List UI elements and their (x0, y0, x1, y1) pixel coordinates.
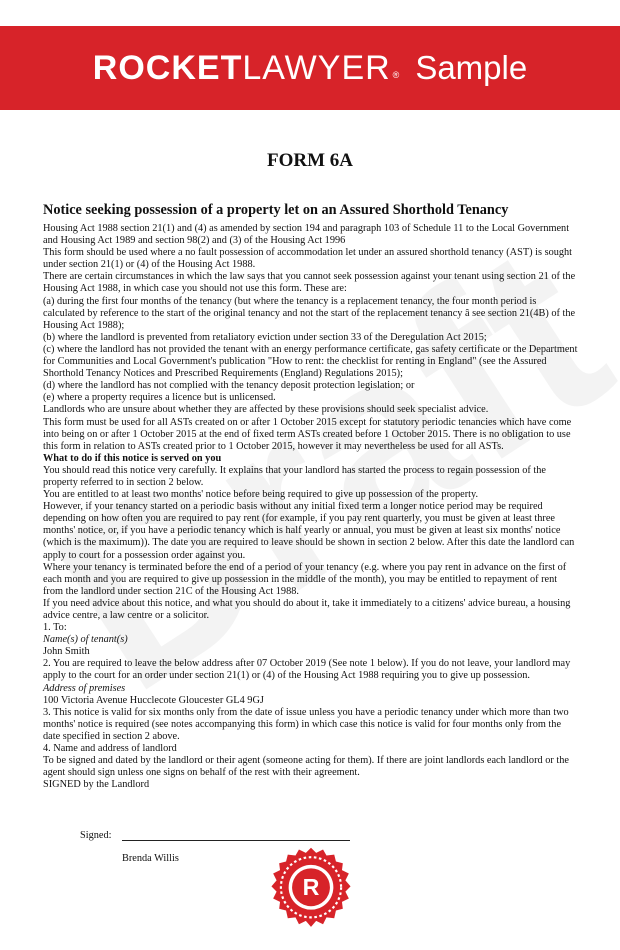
section-3-text: 3. This notice is valid for six months only from the date of issue unless you have a periodic tenancy under which more than two months' notice is required (see notes accompanying this form) in which case this notice is valid for four months only from the date specified in section 2 above. (43, 706, 569, 742)
seal-letter: R (302, 874, 320, 901)
circumstance-item: (b) where the landlord is prevented from retaliatory eviction under section 33 of the Deregulation Act 2015; (43, 331, 487, 343)
intro-paragraph: This form must be used for all ASTs created on or after 1 October 2015 except for statutory periodic tenancies which have come into being on or after 1 October 2015 at the end of fixed term ASTs created before 1 October 2015. There is no obligation to use this form in relation to ASTs created prior to 1 October 2015, however it may nevertheless be used for all ASTs. (43, 416, 572, 452)
brand-name-bold: ROCKET (92, 48, 243, 87)
section-4-text: To be signed and dated by the landlord or their agent (someone acting for them). If there are joint landlords each landlord or the agent should sign unless one signs on behalf of the rest with their agreement. (43, 755, 569, 779)
served-paragraph: You should read this notice very carefully. It explains that your landlord has started the process to regain possession of the property referred to in section 2 below. (43, 464, 547, 488)
intro-paragraph: There are certain circumstances in which the law says that you cannot seek possession against your tenant using section 21 of the Housing Act 1988, in which case you should not use this form. These are: (43, 271, 576, 295)
registered-mark: ® (392, 70, 400, 80)
circumstance-item: (e) where a property requires a licence but is unlicensed. (43, 392, 276, 404)
served-paragraph: If you need advice about this notice, and what you should do about it, take it immediately to a citizens' advice bureau, a housing advice centre, a law centre or a solicitor. (43, 597, 571, 621)
tenant-name-value: John Smith (43, 646, 90, 658)
premises-address-value: 100 Victoria Avenue Hucclecote Gloucester GL4 9GJ (43, 694, 264, 706)
brand-name-light: LAWYER (242, 48, 391, 87)
signed-by-landlord: SIGNED by the Landlord (43, 779, 150, 791)
intro-paragraph: Landlords who are unsure about whether they are affected by these provisions should seek specialist advice. (43, 404, 489, 416)
form-title: FORM 6A (266, 150, 353, 171)
document-body (43, 202, 579, 791)
circumstance-item: (a) during the first four months of the tenancy (but where the tenancy is a replacement tenancy, the four month period is calculated by reference to the start of the original tenancy and not the start of the replacement tenancy â see section 21(4B) of the Housing Act 1988); (43, 295, 576, 331)
rocketlawyer-sample-banner (0, 26, 620, 110)
rocketlawyer-seal-icon (268, 846, 354, 932)
served-heading: What to do if this notice is served on you (43, 452, 222, 464)
served-paragraph: Where your tenancy is terminated before the end of a period of your tenancy (e.g. where you pay rent in advance on the first of each month and you are required to give up possession in the middle of the month), you may be entitled to repayment of rent from the landlord under section 21C of the Housing Act 1988. (43, 561, 567, 597)
section-2-text: 2. You are required to leave the below address after 07 October 2019 (See note 1 below). If you do not leave, your landlord may apply to the court for an order under section 21(1) or (4) of the Housing Act 1988 requiring you to give up possession. (43, 658, 571, 682)
intro-paragraph: This form should be used where a no fault possession of accommodation let under an assured shorthold tenancy (AST) is sought under section 21(1) or (4) of the Housing Act 1988. (43, 247, 573, 271)
signatory-name: Brenda Willis (122, 853, 179, 864)
circumstance-item: (c) where the landlord has not provided the tenant with an energy performance certificate, gas safety certificate or the Department for Communities and Local Government's publication "How to rent: the checklist for renting in England" (see the Assured Shorthold Tenancy Notices and Prescribed Requirements (England) Regulations 2015); (43, 343, 578, 380)
intro-paragraph: Housing Act 1988 section 21(1) and (4) as amended by section 194 and paragraph 103 of Schedule 11 to the Local Government and Housing Act 1989 and section 98(2) and (3) of the Housing Act 1996 (43, 223, 570, 247)
served-paragraph: You are entitled to at least two months' notice before being required to give up possession of the property. (43, 489, 479, 501)
signature-line (122, 840, 350, 841)
sample-label: Sample (415, 49, 528, 86)
notice-subtitle: Notice seeking possession of a property let on an Assured Shorthold Tenancy (43, 202, 509, 218)
tenant-name-label: Name(s) of tenant(s) (43, 634, 128, 646)
premises-address-label: Address of premises (43, 682, 126, 694)
section-4-heading: 4. Name and address of landlord (43, 743, 177, 755)
served-paragraph: However, if your tenancy started on a periodic basis without any initial fixed term a longer notice period may be required depending on how often you are required to pay rent (for example, if you pay rent quarterly, you must be given at least three months' notice, or, if you have a periodic tenancy which is half yearly or annual, you must be given at least six months' notice (which is the maximum)). The date you are required to leave should be shown in section 2 below. After this date the landlord can apply to court for a possession order against you. (43, 501, 575, 561)
section-1-heading: 1. To: (43, 622, 67, 634)
signature-label: Signed: (80, 830, 112, 841)
circumstance-item: (d) where the landlord has not complied with the tenancy deposit protection legislation; or (43, 380, 415, 392)
